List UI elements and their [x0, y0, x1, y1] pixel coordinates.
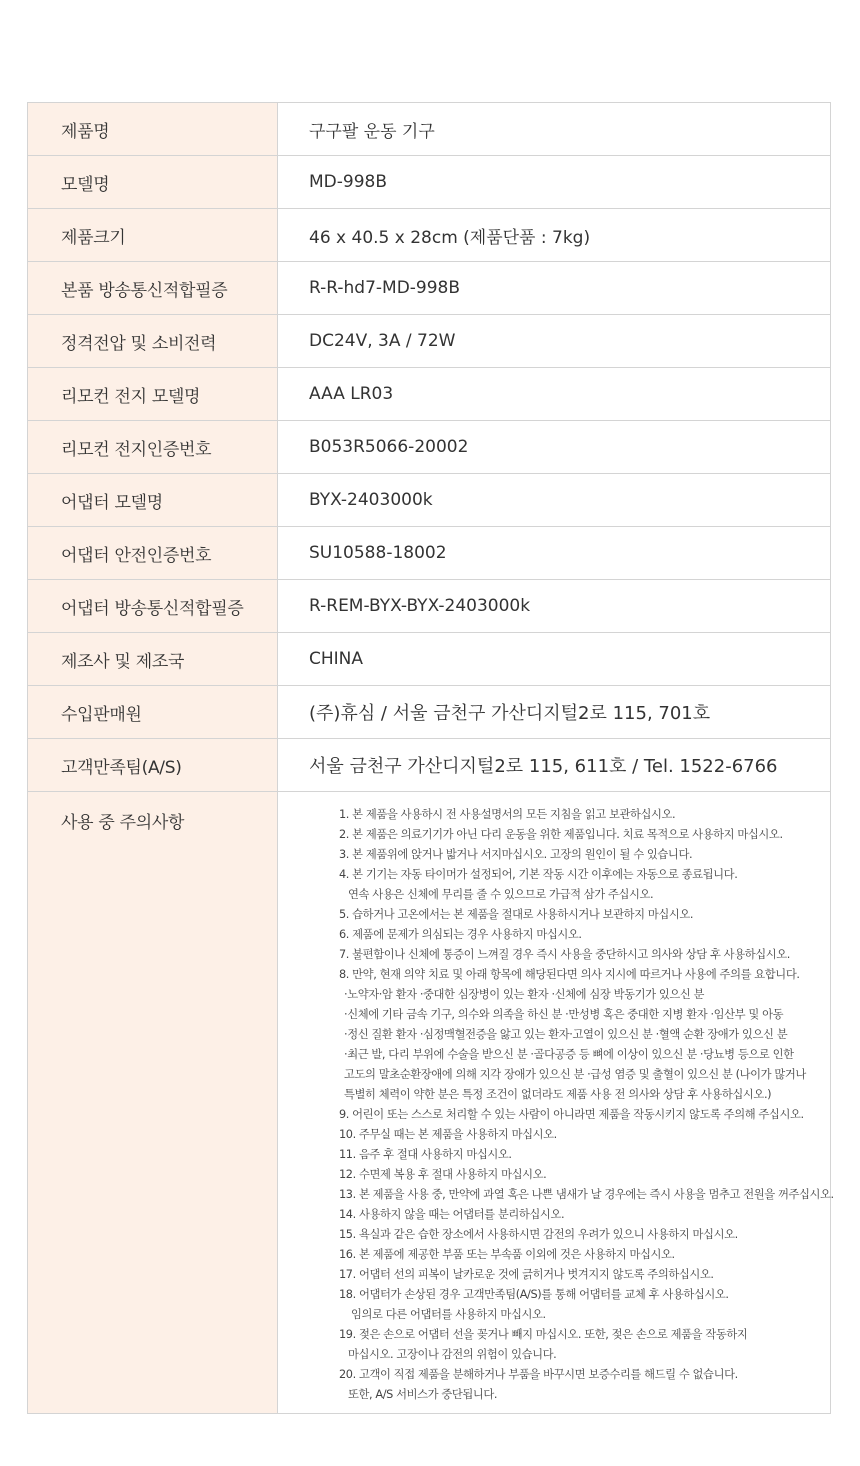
- precaution-line: 12. 수면제 복용 후 절대 사용하지 마십시오.: [339, 1168, 547, 1181]
- spec-value: 구구팔 운동 기구: [278, 103, 831, 156]
- spec-row-customer-service: [28, 739, 831, 792]
- precaution-line: 9. 어린이 또는 스스로 처리할 수 있는 사람이 아니라면 제품을 작동시키지 않도록 주의해 주십시오.: [339, 1108, 804, 1121]
- precaution-line: 특별히 체력이 약한 분은 특정 조건이 없더라도 제품 사용 전 의사와 상담 후 사용하십시오.): [344, 1088, 772, 1101]
- spec-row-remote-battery-model: [28, 368, 831, 421]
- spec-value: 서울 금천구 가산디지털2로 115, 611호 / Tel. 1522-6766: [278, 739, 831, 792]
- precaution-line: 7. 불편함이나 신체에 통증이 느껴질 경우 즉시 사용을 중단하시고 의사와 상담 후 사용하십시오.: [339, 948, 790, 961]
- spec-label: 모델명: [28, 156, 278, 209]
- spec-label: 리모컨 전지인증번호: [28, 421, 278, 474]
- precaution-line: 고도의 말초순환장애에 의해 지각 장애가 있으신 분 ·급성 염증 및 출혈이 있으신 분 (나이가 많거나: [344, 1068, 806, 1081]
- precaution-line: 2. 본 제품은 의료기기가 아닌 다리 운동을 위한 제품입니다. 치료 목적으로 사용하지 마십시오.: [339, 828, 783, 841]
- spec-value: AAA LR03: [278, 368, 831, 421]
- spec-label: 수입판매원: [28, 686, 278, 739]
- precaution-line: 임의로 다른 어댑터를 사용하지 마십시오.: [351, 1308, 546, 1321]
- spec-row-size: [28, 209, 831, 262]
- precaution-line: 17. 어댑터 선의 피복이 날카로운 것에 긁히거나 벗겨지지 않도록 주의하십시오.: [339, 1268, 714, 1281]
- spec-value: R-R-hd7-MD-998B: [278, 262, 831, 315]
- spec-value: CHINA: [278, 633, 831, 686]
- spec-value: SU10588-18002: [278, 527, 831, 580]
- spec-label: 제품명: [28, 103, 278, 156]
- precaution-line: ·정신 질환 환자 ·심정맥혈전증을 앓고 있는 환자·고열이 있으신 분 ·혈액 순환 장애가 있으신 분: [344, 1028, 788, 1041]
- spec-row-model-name: [28, 156, 831, 209]
- precautions-label: 사용 중 주의사항: [28, 792, 278, 1414]
- spec-row-adapter-model: [28, 474, 831, 527]
- precaution-line: 5. 습하거나 고온에서는 본 제품을 절대로 사용하시거나 보관하지 마십시오.: [339, 908, 694, 921]
- spec-row-product-name: [28, 103, 831, 156]
- spec-label: 어댑터 모델명: [28, 474, 278, 527]
- spec-row-importer: [28, 686, 831, 739]
- precaution-line: ·신체에 기타 금속 기구, 의수와 의족을 하신 분 ·만성병 혹은 중대한 지병 환자 ·임산부 및 아동: [344, 1008, 784, 1021]
- spec-label: 리모컨 전지 모델명: [28, 368, 278, 421]
- spec-label: 본품 방송통신적합필증: [28, 262, 278, 315]
- precaution-line: 20. 고객이 직접 제품을 분해하거나 부품을 바꾸시면 보증수리를 해드릴 수 없습니다.: [339, 1368, 738, 1381]
- spec-label: 정격전압 및 소비전력: [28, 315, 278, 368]
- spec-row-remote-battery-cert: [28, 421, 831, 474]
- spec-row-main-certification: [28, 262, 831, 315]
- precaution-line: 마십시오. 고장이나 감전의 위험이 있습니다.: [348, 1348, 557, 1361]
- spec-row-adapter-broadcast-cert: [28, 580, 831, 633]
- precaution-line: 연속 사용은 신체에 무리를 줄 수 있으므로 가급적 삼가 주십시오.: [348, 888, 654, 901]
- precaution-line: 13. 본 제품을 사용 중, 만약에 과열 혹은 나쁜 냄새가 날 경우에는 즉시 사용을 멈추고 전원을 꺼주십시오.: [339, 1188, 834, 1201]
- spec-value: MD-998B: [278, 156, 831, 209]
- precaution-line: 18. 어댑터가 손상된 경우 고객만족팀(A/S)를 통해 어댑터를 교체 후 사용하십시오.: [339, 1288, 729, 1301]
- precautions-cell: [278, 792, 834, 1414]
- product-spec-table: [27, 102, 834, 1414]
- spec-value: B053R5066-20002: [278, 421, 831, 474]
- spec-label: 어댑터 방송통신적합필증: [28, 580, 278, 633]
- precaution-line: 4. 본 기기는 자동 타이머가 설정되어, 기본 작동 시간 이후에는 자동으로 종료됩니다.: [339, 868, 738, 881]
- precaution-line: 또한, A/S 서비스가 중단됩니다.: [348, 1388, 498, 1401]
- precaution-line: 3. 본 제품위에 앉거나 밟거나 서지마십시오. 고장의 원인이 될 수 있습니다.: [339, 848, 693, 861]
- spec-label: 제조사 및 제조국: [28, 633, 278, 686]
- precaution-line: 10. 주무실 때는 본 제품을 사용하지 마십시오.: [339, 1128, 557, 1141]
- precaution-line: 15. 욕실과 같은 습한 장소에서 사용하시면 감전의 우려가 있으니 사용하지 마십시오.: [339, 1228, 738, 1241]
- precaution-line: 1. 본 제품을 사용하시 전 사용설명서의 모든 지침을 읽고 보관하십시오.: [339, 808, 676, 821]
- spec-row-precautions: [28, 792, 831, 1414]
- spec-value: R-REM-BYX-BYX-2403000k: [278, 580, 831, 633]
- spec-label: 어댑터 안전인증번호: [28, 527, 278, 580]
- spec-row-adapter-safety-cert: [28, 527, 831, 580]
- precaution-line: 11. 음주 후 절대 사용하지 마십시오.: [339, 1148, 512, 1161]
- precaution-line: 16. 본 제품에 제공한 부품 또는 부속품 이외에 것은 사용하지 마십시오.: [339, 1248, 675, 1261]
- spec-row-manufacturer: [28, 633, 831, 686]
- spec-value: (주)휴심 / 서울 금천구 가산디지털2로 115, 701호: [278, 686, 831, 739]
- spec-value: BYX-2403000k: [278, 474, 831, 527]
- spec-value: DC24V, 3A / 72W: [278, 315, 831, 368]
- precaution-line: ·노약자·암 환자 ·중대한 심장병이 있는 환자 ·신체에 심장 박동기가 있으신 분: [344, 988, 705, 1001]
- precaution-line: 14. 사용하지 않을 때는 어댑터를 분리하십시오.: [339, 1208, 565, 1221]
- precaution-line: 19. 젖은 손으로 어댑터 선을 꽂거나 빼지 마십시오. 또한, 젖은 손으로 제품을 작동하지: [339, 1328, 748, 1341]
- spec-value: 46 x 40.5 x 28cm (제품단품 : 7kg): [278, 209, 831, 262]
- spec-label: 제품크기: [28, 209, 278, 262]
- spec-label: 고객만족팀(A/S): [28, 739, 278, 792]
- spec-row-rated-power: [28, 315, 831, 368]
- precaution-line: 6. 제품에 문제가 의심되는 경우 사용하지 마십시오.: [339, 928, 582, 941]
- precaution-line: ·최근 발, 다리 부위에 수술을 받으신 분 ·골다공증 등 뼈에 이상이 있으신 분 ·당뇨병 등으로 인한: [344, 1048, 794, 1061]
- precaution-line: 8. 만약, 현재 의약 치료 및 아래 항목에 해당된다면 의사 지시에 따르거나 사용에 주의를 요합니다.: [339, 968, 800, 981]
- precautions-list: [309, 792, 834, 1413]
